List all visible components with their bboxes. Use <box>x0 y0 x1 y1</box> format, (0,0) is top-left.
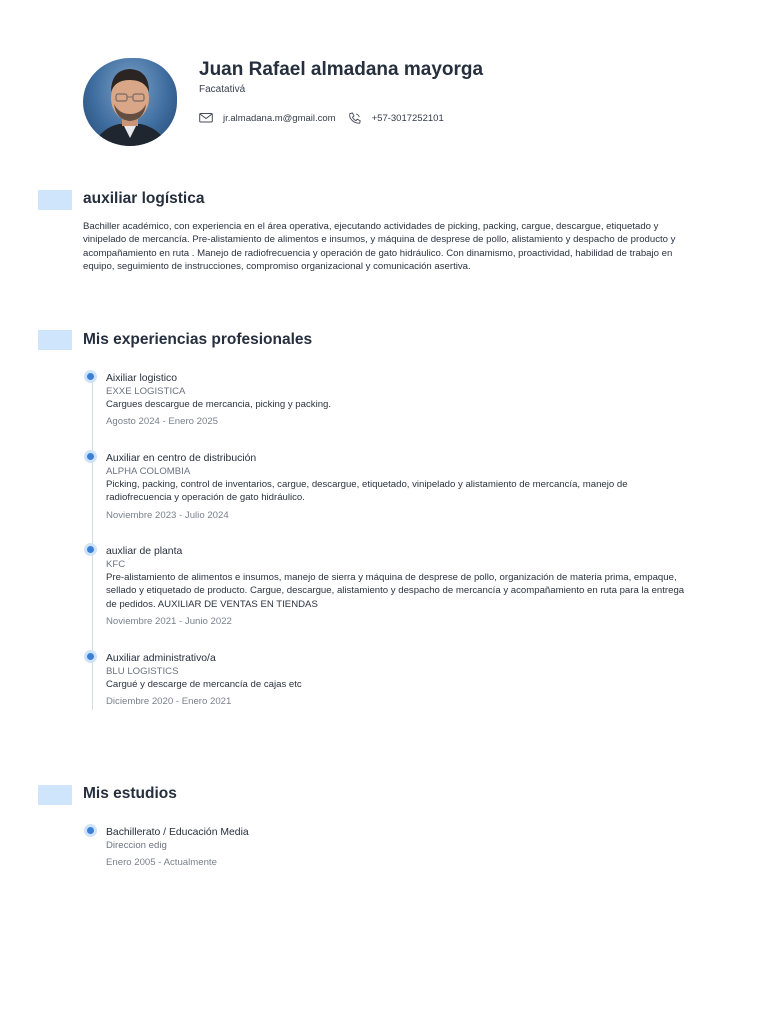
cv-header <box>83 56 723 148</box>
phone-number[interactable]: +57-3017252101 <box>371 112 444 124</box>
timeline-dot <box>87 546 94 553</box>
candidate-name: Juan Rafael almadana mayorga <box>199 59 484 80</box>
experience-description: Pre-alistamiento de alimentos e insumos, manejo de sierra y máquina de desprese de pollo, organización de materia prima, empaque, sellado y etiquetado de producto. Cargue, descargue, alistamiento y despacho de mercancía y acompañamiento en ruta para la entrega de pedidos. AUXILIAR DE VENTAS EN TIENDAS <box>106 572 685 610</box>
education-item <box>106 826 686 869</box>
experience-role: Aixiliar logistico <box>106 373 178 384</box>
timeline-dot <box>87 453 94 460</box>
experience-company: EXXE LOGISTICA <box>106 386 186 397</box>
experience-role: Auxiliar en centro de distribución <box>106 453 257 464</box>
experience-role: auxliar de planta <box>106 546 183 557</box>
section-marker-profile <box>38 190 72 210</box>
experience-title: Mis experiencias profesionales <box>83 331 313 348</box>
education-degree: Bachillerato / Educación Media <box>106 827 249 838</box>
experience-company: BLU LOGISTICS <box>106 666 179 677</box>
phone-icon <box>348 112 362 124</box>
experience-item <box>106 372 686 428</box>
education-school: Direccion edig <box>106 840 167 851</box>
candidate-city: Facatativá <box>199 84 246 95</box>
experience-item <box>106 652 686 708</box>
experience-dates: Noviembre 2023 - Julio 2024 <box>106 509 229 521</box>
experience-company: ALPHA COLOMBIA <box>106 466 191 477</box>
timeline-dot <box>87 373 94 380</box>
contact-row <box>199 112 444 124</box>
experience-dates: Noviembre 2021 - Junio 2022 <box>106 615 232 627</box>
experience-company: KFC <box>106 559 126 570</box>
experience-description: Cargues descargue de mercancia, picking y packing. <box>106 399 332 410</box>
timeline-dot <box>87 827 94 834</box>
timeline-dot <box>87 653 94 660</box>
experience-description: Cargué y descarge de mercancía de cajas etc <box>106 679 302 690</box>
experience-description: Picking, packing, control de inventarios, cargue, descargue, etiquetado, vinipelado y alistamiento de mercancía, manejo de radiofrecuencia y operación de gato hidráulico. <box>106 479 628 504</box>
profile-photo <box>83 58 177 146</box>
mail-icon <box>199 112 213 124</box>
experience-item <box>106 452 686 522</box>
experience-timeline <box>92 378 93 710</box>
experience-role: Auxiliar administrativo/a <box>106 653 216 664</box>
education-dates: Enero 2005 - Actualmente <box>106 857 217 868</box>
section-marker-education <box>38 785 72 805</box>
avatar <box>83 58 177 146</box>
experience-dates: Diciembre 2020 - Enero 2021 <box>106 696 232 708</box>
section-marker-experience <box>38 330 72 350</box>
profile-summary: Bachiller académico, con experiencia en el área operativa, ejecutando actividades de picking, packing, cargue, descargue, etiquetado y vinipelado de mercancía. Pre-alistamiento de alimentos e insumos, y máquina de desprese de pollo, alistamiento y despacho de producto y acompañamiento en ruta . Manejo de radiofrecuencia y operación de gato hidráulico. Con dinamismo, proactividad, habilidad de trabajo en equipo, seguimiento de instrucciones, compromiso organizacional y comunicación asertiva. <box>83 221 676 272</box>
email-link[interactable]: jr.almadana.m@gmail.com <box>223 112 336 124</box>
experience-dates: Agosto 2024 - Enero 2025 <box>106 416 219 428</box>
experience-item <box>106 545 686 628</box>
education-title: Mis estudios <box>83 785 177 802</box>
profile-title: auxiliar logística <box>83 190 205 207</box>
